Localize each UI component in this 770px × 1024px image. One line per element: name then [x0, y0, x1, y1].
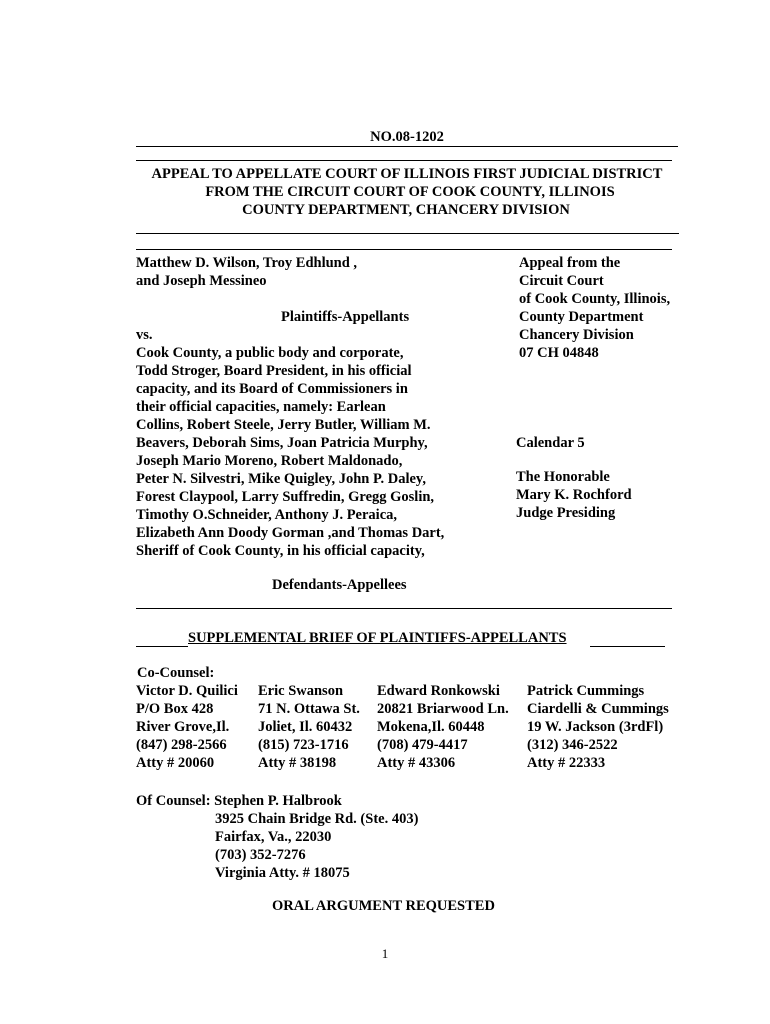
plaintiffs-line: Matthew D. Wilson, Troy Edhlund ,: [136, 255, 358, 271]
defendants-line: Timothy O.Schneider, Anthony J. Peraica,: [136, 507, 398, 523]
judge-line: Mary K. Rochford: [516, 487, 632, 503]
defendants-line: Cook County, a public body and corporate,: [136, 345, 404, 361]
caption-top-rule: [136, 249, 672, 250]
counsel-column: [136, 682, 238, 772]
calendar: Calendar 5: [516, 435, 585, 451]
brief-title: SUPPLEMENTAL BRIEF OF PLAINTIFFS-APPELLANTS: [188, 630, 567, 646]
appeal-info-line: Circuit Court: [519, 273, 604, 289]
counsel-line: (312) 346-2522: [527, 737, 618, 753]
brief-title-right-underline: [590, 630, 665, 647]
counsel-line: Edward Ronkowski: [377, 683, 500, 699]
of-counsel-line: Fairfax, Va., 22030: [215, 829, 332, 845]
counsel-line: (815) 723-1716: [258, 737, 349, 753]
counsel-line: (708) 479-4417: [377, 737, 468, 753]
appeal-info-line: County Department: [519, 309, 644, 325]
appeal-info-line: 07 CH 04848: [519, 345, 599, 361]
page-number: 1: [381, 946, 389, 961]
counsel-line: Atty # 20060: [136, 755, 215, 771]
of-counsel-label: Of Counsel: Stephen P. Halbrook: [136, 793, 342, 809]
counsel-line: Atty # 43306: [377, 755, 456, 771]
court-heading-line-3: COUNTY DEPARTMENT, CHANCERY DIVISION: [242, 202, 570, 218]
appeal-info-line: Chancery Division: [519, 327, 634, 343]
appeal-info-block: [519, 254, 670, 362]
defendants-line: Forest Claypool, Larry Suffredin, Gregg Goslin,: [136, 489, 435, 505]
defendants-line: Collins, Robert Steele, Jerry Butler, William M.: [136, 417, 431, 433]
of-counsel-line: (703) 352-7276: [215, 847, 306, 863]
brief-title-left-underline: [136, 630, 188, 647]
counsel-line: Ciardelli & Cummings: [527, 701, 669, 717]
court-heading-line-2: FROM THE CIRCUIT COURT OF COOK COUNTY, ILLINOIS: [205, 184, 615, 200]
of-counsel-address: [215, 810, 418, 882]
defendants-role: Defendants-Appellees: [272, 577, 407, 593]
judge-block: [516, 468, 632, 522]
heading-bottom-rule: [136, 233, 679, 234]
counsel-line: Atty # 38198: [258, 755, 337, 771]
court-heading-line-1: APPEAL TO APPELLATE COURT OF ILLINOIS FIRST JUDICIAL DISTRICT: [151, 166, 663, 182]
plaintiffs-role: Plaintiffs-Appellants: [281, 309, 410, 325]
counsel-line: Eric Swanson: [258, 683, 344, 699]
defendants-line: capacity, and its Board of Commissioners in: [136, 381, 408, 397]
counsel-line: Joliet, Il. 60432: [258, 719, 353, 735]
counsel-line: P/O Box 428: [136, 701, 214, 717]
oral-argument-requested: ORAL ARGUMENT REQUESTED: [272, 898, 495, 914]
counsel-column: [527, 682, 669, 772]
defendants-line: Todd Stroger, Board President, in his official: [136, 363, 412, 379]
caption-bottom-rule: [136, 608, 672, 609]
plaintiffs-line: and Joseph Messineo: [136, 273, 267, 289]
counsel-line: 20821 Briarwood Ln.: [377, 701, 509, 717]
counsel-line: Patrick Cummings: [527, 683, 645, 699]
appeal-info-line: Appeal from the: [519, 255, 621, 271]
judge-line: Judge Presiding: [516, 505, 616, 521]
defendants-line: Elizabeth Ann Doody Gorman ,and Thomas Dart,: [136, 525, 445, 541]
defendants-block: [136, 344, 444, 560]
counsel-line: (847) 298-2566: [136, 737, 227, 753]
of-counsel-line: Virginia Atty. # 18075: [215, 865, 350, 881]
defendants-line: Beavers, Deborah Sims, Joan Patricia Murphy,: [136, 435, 428, 451]
heading-top-rule: [136, 160, 672, 161]
defendants-line: Sheriff of Cook County, in his official capacity,: [136, 543, 425, 559]
plaintiffs-block: [136, 254, 357, 290]
appeal-info-line: of Cook County, Illinois,: [519, 291, 671, 307]
versus: vs.: [136, 327, 153, 343]
defendants-line: Peter N. Silvestri, Mike Quigley, John P. Daley,: [136, 471, 426, 487]
counsel-column: [258, 682, 360, 772]
counsel-line: Victor D. Quilici: [136, 683, 238, 699]
case-number-rule: [136, 146, 678, 147]
counsel-line: 19 W. Jackson (3rdFl): [527, 719, 664, 735]
defendants-line: Joseph Mario Moreno, Robert Maldonado,: [136, 453, 403, 469]
case-number: NO.08-1202: [370, 129, 444, 145]
counsel-line: Atty # 22333: [527, 755, 606, 771]
counsel-line: 71 N. Ottawa St.: [258, 701, 360, 717]
counsel-column: [377, 682, 509, 772]
co-counsel-label: Co-Counsel:: [137, 665, 215, 681]
counsel-line: River Grove,Il.: [136, 719, 230, 735]
counsel-line: Mokena,Il. 60448: [377, 719, 485, 735]
defendants-line: their official capacities, namely: Earlean: [136, 399, 386, 415]
of-counsel-line: 3925 Chain Bridge Rd. (Ste. 403): [215, 811, 419, 827]
judge-line: The Honorable: [516, 469, 610, 485]
